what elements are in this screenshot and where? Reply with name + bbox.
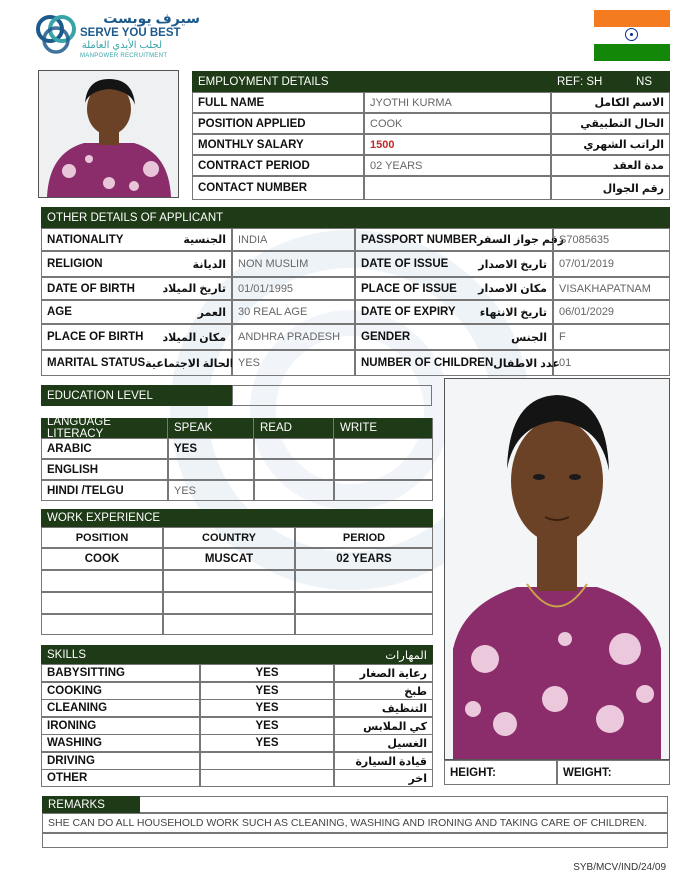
language-header-cell: WRITE xyxy=(334,418,433,438)
work-empty-cell xyxy=(163,614,295,635)
skill-arabic: طبخ xyxy=(334,682,433,700)
skill-name: CLEANING xyxy=(41,699,200,717)
language-header-cell: LANGUAGE LITERACY xyxy=(41,418,168,438)
brand-arabic-tagline: لجلب الأيدي العاملة xyxy=(81,40,162,51)
skill-name: COOKING xyxy=(41,682,200,700)
language-write-cell xyxy=(334,480,433,501)
other-left-arabic: الجنسية xyxy=(183,234,226,246)
other-left-label: NATIONALITY xyxy=(47,233,124,246)
other-right-label: PLACE OF ISSUE xyxy=(361,282,457,295)
other-left-arabic: تاريخ الميلاد xyxy=(162,283,226,295)
employment-field-value xyxy=(364,176,551,200)
remarks-text: SHE CAN DO ALL HOUSEHOLD WORK SUCH AS CLEANING, WASHING AND IRONING AND TAKING CARE OF CHILDREN. xyxy=(42,813,668,833)
work-empty-cell xyxy=(295,592,433,614)
other-left-arabic: الديانة xyxy=(192,258,226,271)
india-flag xyxy=(594,10,670,61)
skill-arabic: رعاية الصغار xyxy=(334,664,433,682)
skill-name: IRONING xyxy=(41,717,200,735)
language-read-cell xyxy=(254,438,334,459)
applicant-photo-large xyxy=(444,378,670,760)
brand-tagline: MANPOWER RECRUITMENT xyxy=(80,53,168,59)
other-right-value: 06/01/2029 xyxy=(553,300,670,324)
other-left-arabic: مكان الميلاد xyxy=(162,331,226,344)
skills-header xyxy=(41,645,433,664)
applicant-photo-small xyxy=(38,70,179,198)
skill-arabic: قيادة السيارة xyxy=(334,752,433,770)
work-empty-cell xyxy=(41,614,163,635)
employment-field-arabic: الاسم الكامل xyxy=(551,92,670,113)
other-left-arabic: الحالة الاجتماعية xyxy=(145,357,234,370)
other-right-label-cell xyxy=(355,251,553,277)
skill-name: BABYSITTING xyxy=(41,664,200,682)
employment-field-label: FULL NAME xyxy=(192,92,364,113)
other-right-label-cell xyxy=(355,228,565,251)
employment-header: EMPLOYMENT DETAILS xyxy=(192,71,551,92)
other-left-label-cell xyxy=(41,350,232,376)
other-left-label: MARITAL STATUS xyxy=(47,357,146,369)
remarks-header: REMARKS xyxy=(42,796,140,813)
other-details-header: OTHER DETAILS OF APPLICANT xyxy=(41,207,355,228)
other-right-arabic: تاريخ الانتهاء xyxy=(479,306,547,319)
skill-value: YES xyxy=(200,664,334,682)
work-empty-cell xyxy=(295,614,433,635)
remarks-header-fill xyxy=(140,796,668,813)
language-read-cell xyxy=(254,480,334,501)
language-header-cell: SPEAK xyxy=(168,418,254,438)
other-right-arabic: رقم جواز السفر xyxy=(477,234,565,246)
other-left-label-cell xyxy=(41,228,232,251)
work-empty-cell xyxy=(41,570,163,592)
other-right-value: F xyxy=(553,324,670,350)
other-right-label: NUMBER OF CHILDREN xyxy=(361,357,494,369)
other-right-label: DATE OF ISSUE xyxy=(361,258,449,270)
language-header-cell: READ xyxy=(254,418,334,438)
ref-label: REF: SH xyxy=(557,75,603,88)
other-left-label-cell xyxy=(41,300,232,324)
employment-field-value: JYOTHI KURMA xyxy=(364,92,551,113)
other-left-label: AGE xyxy=(47,306,72,318)
work-period-cell: 02 YEARS xyxy=(295,548,433,570)
other-right-label-cell xyxy=(355,350,560,376)
employment-field-label: CONTRACT PERIOD xyxy=(192,155,364,176)
company-logo xyxy=(34,12,78,56)
skill-name: WASHING xyxy=(41,734,200,752)
other-right-arabic: الجنس xyxy=(511,331,547,344)
other-left-value: 30 REAL AGE xyxy=(232,300,355,324)
brand-arabic-name: سيرف يوبست xyxy=(103,10,200,26)
language-speak-cell: YES xyxy=(168,438,254,459)
work-empty-cell xyxy=(41,592,163,614)
employment-field-label: POSITION APPLIED xyxy=(192,113,364,134)
skill-arabic: اخر xyxy=(334,769,433,787)
skills-header-arabic: المهارات xyxy=(385,649,427,662)
other-left-value: 01/01/1995 xyxy=(232,277,355,300)
education-value xyxy=(232,385,432,406)
work-column-header: POSITION xyxy=(41,527,163,548)
other-left-value: ANDHRA PRADESH xyxy=(232,324,355,350)
other-right-label: DATE OF EXPIRY xyxy=(361,306,456,318)
brand-english-name: SERVE YOU BEST xyxy=(80,27,181,39)
other-left-value: INDIA xyxy=(232,228,355,251)
work-empty-cell xyxy=(163,570,295,592)
other-left-label: RELIGION xyxy=(47,258,103,270)
other-right-label-cell xyxy=(355,300,553,324)
language-read-cell xyxy=(254,459,334,480)
other-left-label-cell xyxy=(41,251,232,277)
other-right-label: PASSPORT NUMBER xyxy=(361,233,478,246)
other-right-arabic: تاريخ الاصدار xyxy=(478,258,547,271)
language-speak-cell: YES xyxy=(168,480,254,501)
other-right-value: VISAKHAPATNAM xyxy=(553,277,670,300)
language-lang-cell: ENGLISH xyxy=(41,459,168,480)
other-left-label: DATE OF BIRTH xyxy=(47,282,135,295)
employment-field-arabic: رقم الجوال xyxy=(551,176,670,200)
employment-field-arabic: الراتب الشهري xyxy=(551,134,670,155)
employment-field-arabic: الحال التطبيقي xyxy=(551,113,670,134)
footer-code: SYB/MCV/IND/24/09 xyxy=(573,862,666,873)
other-left-arabic: العمر xyxy=(197,306,226,319)
height-label: HEIGHT: xyxy=(444,760,557,785)
other-right-value: S7085635 xyxy=(553,228,670,251)
work-experience-header: WORK EXPERIENCE xyxy=(41,509,433,527)
weight-label: WEIGHT: xyxy=(557,760,670,785)
other-right-label-cell xyxy=(355,324,553,350)
work-position-cell: COOK xyxy=(41,548,163,570)
work-empty-cell xyxy=(295,570,433,592)
work-country-cell: MUSCAT xyxy=(163,548,295,570)
skill-arabic: التنظيف xyxy=(334,699,433,717)
language-speak-cell xyxy=(168,459,254,480)
other-left-label-cell xyxy=(41,324,232,350)
other-right-label: GENDER xyxy=(361,331,411,343)
skill-arabic: الغسيل xyxy=(334,734,433,752)
skill-value: YES xyxy=(200,699,334,717)
work-column-header: PERIOD xyxy=(295,527,433,548)
skill-value: YES xyxy=(200,682,334,700)
employment-field-value: 02 YEARS xyxy=(364,155,551,176)
other-right-value: 07/01/2019 xyxy=(553,251,670,277)
employment-field-label: MONTHLY SALARY xyxy=(192,134,364,155)
other-left-label-cell xyxy=(41,277,232,300)
ref-suffix: NS xyxy=(636,75,652,88)
other-right-arabic: مكان الاصدار xyxy=(478,283,547,295)
work-empty-cell xyxy=(163,592,295,614)
language-lang-cell: HINDI /TELGU xyxy=(41,480,168,501)
skill-arabic: كي الملابس xyxy=(334,717,433,735)
skill-value: YES xyxy=(200,717,334,735)
other-details-header-right xyxy=(355,207,670,228)
other-left-label: PLACE OF BIRTH xyxy=(47,331,144,343)
employment-field-arabic: مدة العقد xyxy=(551,155,670,176)
work-column-header: COUNTRY xyxy=(163,527,295,548)
language-write-cell xyxy=(334,438,433,459)
other-left-value: YES xyxy=(232,350,355,376)
skills-header-label: SKILLS xyxy=(47,648,86,661)
language-lang-cell: ARABIC xyxy=(41,438,168,459)
skill-value: YES xyxy=(200,734,334,752)
other-right-label-cell xyxy=(355,277,553,300)
other-left-value: NON MUSLIM xyxy=(232,251,355,277)
education-label: EDUCATION LEVEL xyxy=(41,385,232,406)
employment-field-value: 1500 xyxy=(364,134,551,155)
skill-value xyxy=(200,769,334,787)
language-write-cell xyxy=(334,459,433,480)
employment-field-label: CONTACT NUMBER xyxy=(192,176,364,200)
skill-value xyxy=(200,752,334,770)
other-right-value: 01 xyxy=(553,350,670,376)
skill-name: OTHER xyxy=(41,769,200,787)
other-right-arabic: عدد الاطفال xyxy=(493,357,560,370)
employment-field-value: COOK xyxy=(364,113,551,134)
remarks-blank-line xyxy=(42,833,668,848)
skill-name: DRIVING xyxy=(41,752,200,770)
ref-box xyxy=(551,71,670,92)
